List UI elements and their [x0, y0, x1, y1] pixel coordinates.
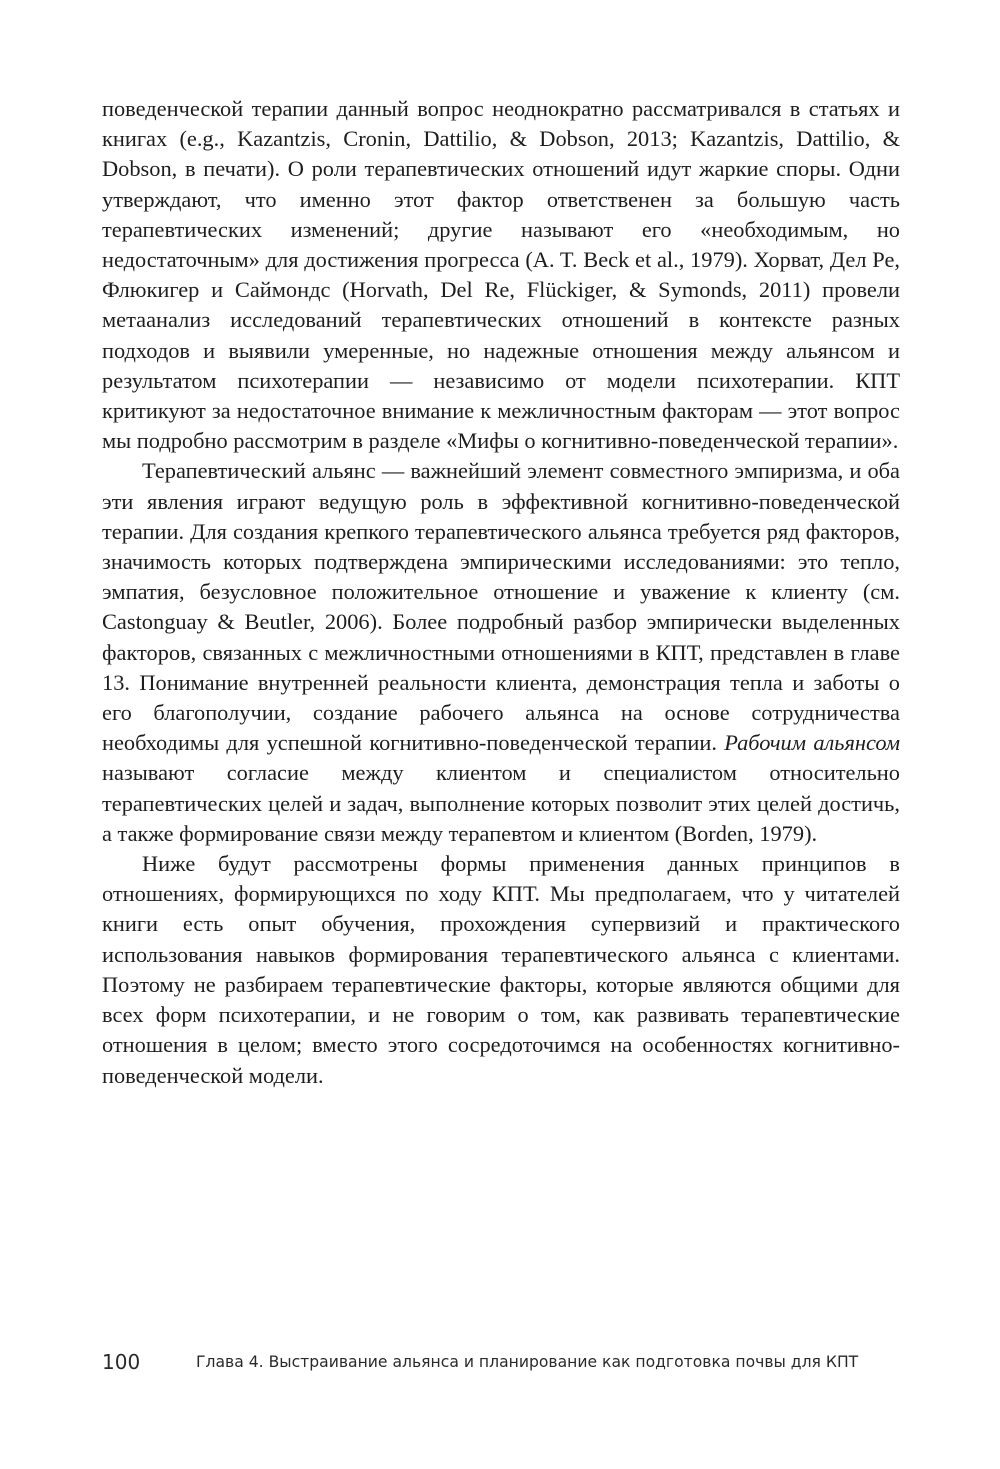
- body-text: [102, 94, 900, 1091]
- paragraph-text: называют согласие между клиентом и специалистом относительно терапевтических целей и задач, выполнение которых позволит этих целей достичь, а также формирование связи между терапевтом и клиентом (Borden, 1979).: [102, 760, 900, 846]
- italic-term-working-alliance: Рабочим альянсом: [724, 730, 900, 756]
- page-footer: [102, 1348, 900, 1376]
- paragraph-text: Ниже будут рассмотрены формы применения данных принципов в отношениях, формирующихся по ходу КПТ. Мы предполагаем, что у читателей книги есть опыт обучения, прохождения супервизий и практического использования навыков формирования терапевтического альянса с клиентами. Поэтому не разбираем терапевтические факторы, которые являются общими для всех форм психотерапии, и не говорим о том, как развивать терапевтические отношения в целом; вместо этого сосредоточимся на особенностях когнитивно-поведенческой модели.: [102, 851, 900, 1088]
- paragraph-3: [102, 849, 900, 1091]
- paragraph-text: поведенческой терапии данный вопрос неоднократно рассматривался в статьях и книгах (e.g., Kazantzis, Cronin, Dattilio, & Dobson, 2013; Kazantzis, Dattilio, & Dobson, в печати). О роли терапевтических отношений идут жаркие споры. Одни утверждают, что именно этот фактор ответственен за большую часть терапевтических изменений; другие называют его «необходимым, но недостаточным» для достижения прогресса (A. T. Beck et al., 1979). Хорват, Дел Ре, Флюкигер и Саймондс (Horvath, Del Re, Flückiger, & Symonds, 2011) провели метаанализ исследований терапевтических отношений в контексте разных подходов и выявили умеренные, но надежные отношения между альянсом и результатом психотерапии — независимо от модели психотерапии. КПТ критикуют за недостаточное внимание к межличностным факторам — этот вопрос мы подробно рассмотрим в разделе «Мифы о когнитивно-поведенческой терапии».: [102, 96, 900, 454]
- paragraph-1: [102, 94, 900, 456]
- page-number: 100: [102, 1350, 141, 1374]
- paragraph-text: Терапевтический альянс — важнейший элемент совместного эмпиризма, и оба эти явления играют ведущую роль в эффективной когнитивно-поведенческой терапии. Для создания крепкого терапевтического альянса требуется ряд факторов, значимость которых подтверждена эмпирическими исследованиями: это тепло, эмпатия, безусловное положительное отношение и уважение к клиенту (см. Castonguay & Beutler, 2006). Более подробный разбор эмпирически выделенных факторов, связанных с межличностными отношениями в КПТ, представлен в главе 13. Понимание внутренней реальности клиента, демонстрация тепла и заботы о его благополучии, создание рабочего альянса на основе сотрудничества необходимы для успешной когнитивно-поведенческой терапии.: [102, 458, 900, 756]
- running-title: Глава 4. Выстраивание альянса и планирование как подготовка почвы для КПТ: [196, 1353, 859, 1371]
- paragraph-2: [102, 456, 900, 849]
